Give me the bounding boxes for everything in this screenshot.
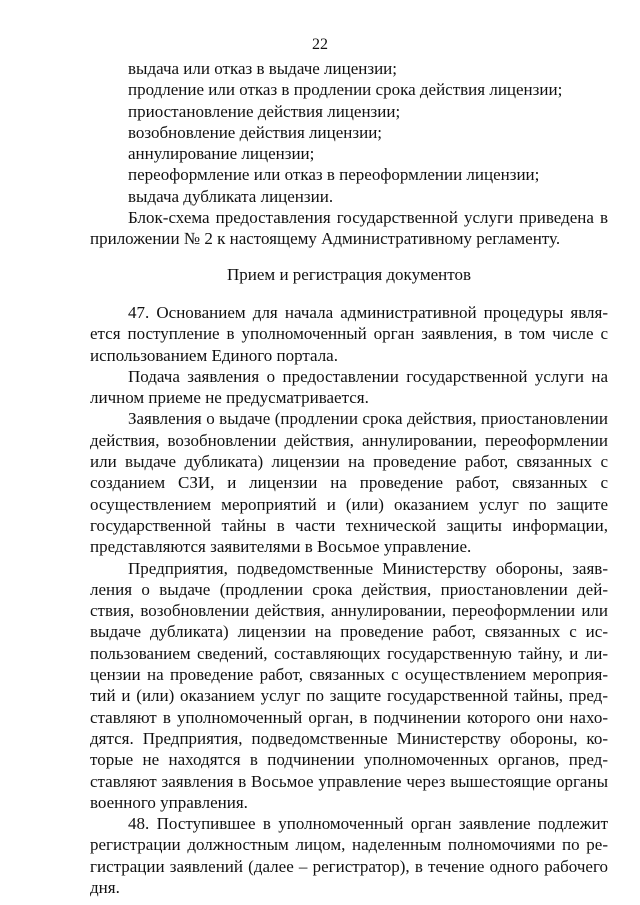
- page-number: 22: [312, 36, 328, 53]
- list-item: возобновление действия лицензии;: [128, 122, 383, 142]
- paragraph-applications: Заявления о выдаче (продлении срока действия, приостановлении действия, возобновлении действия, аннулировании, переоформлении или выдаче дубликата) лицензии на проведение работ, связанных с созданием СЗИ, и лицензии на проведение работ, связанных с осуществлением мероприятий и (или) оказанием услуг по защите государственной тайны в части технической защиты информации, представляются заявителями в Восьмое управление.: [90, 409, 608, 557]
- paragraph-personal-reception: Подача заявления о предоставлении государственной услуги на личном приеме не предусматривается.: [90, 366, 608, 408]
- list-item: продление или отказ в продлении срока действия лицензии;: [128, 80, 563, 100]
- paragraph-47: 47. Основанием для начала административной процедуры является поступление в уполномоченный орган заявления, в том числе с использованием Единого портала.: [90, 302, 608, 365]
- list-item: приостановление действия лицензии;: [128, 101, 401, 121]
- block-scheme-paragraph: Блок-схема предоставления государственной услуги приведена в приложении № 2 к настоящему Административному регламенту.: [90, 208, 608, 249]
- section-heading: Прием и регистрация документов: [227, 264, 471, 284]
- paragraph-48: 48. Поступившее в уполномоченный орган заявление подлежит регистрации должностным лицом, наделенным полномочиями по регистрации заявлений (далее – регистратор), в течение одного рабочего дня.: [90, 814, 608, 897]
- list-item: аннулирование лицензии;: [128, 144, 315, 164]
- list-item: выдача дубликата лицензии.: [128, 186, 334, 206]
- document-body: [90, 58, 608, 898]
- list-item: выдача или отказ в выдаче лицензии;: [128, 59, 397, 78]
- list-item: переоформление или отказ в переоформлении лицензии;: [128, 165, 540, 185]
- paragraph-enterprises: Предприятия, подведомственные Министерству обороны, заявления о выдаче (продлении срока действия, приостановлении действия, возобновлении действия, аннулировании, переоформлении или выдаче дубликата) лицензии на проведение работ, связанных с использованием сведений, составляющих государственную тайну, и лицензии на проведение работ, связанных с осуществлением мероприятий и (или) оказанием услуг по защите государственной тайны, представляют в уполномоченный орган, в подчинении которого они находятся. Предприятия, подведомственные Министерству обороны, которые не находятся в подчинении уполномоченных органов, представляют заявления в Восьмое управление через вышестоящие органы военного управления.: [90, 558, 608, 812]
